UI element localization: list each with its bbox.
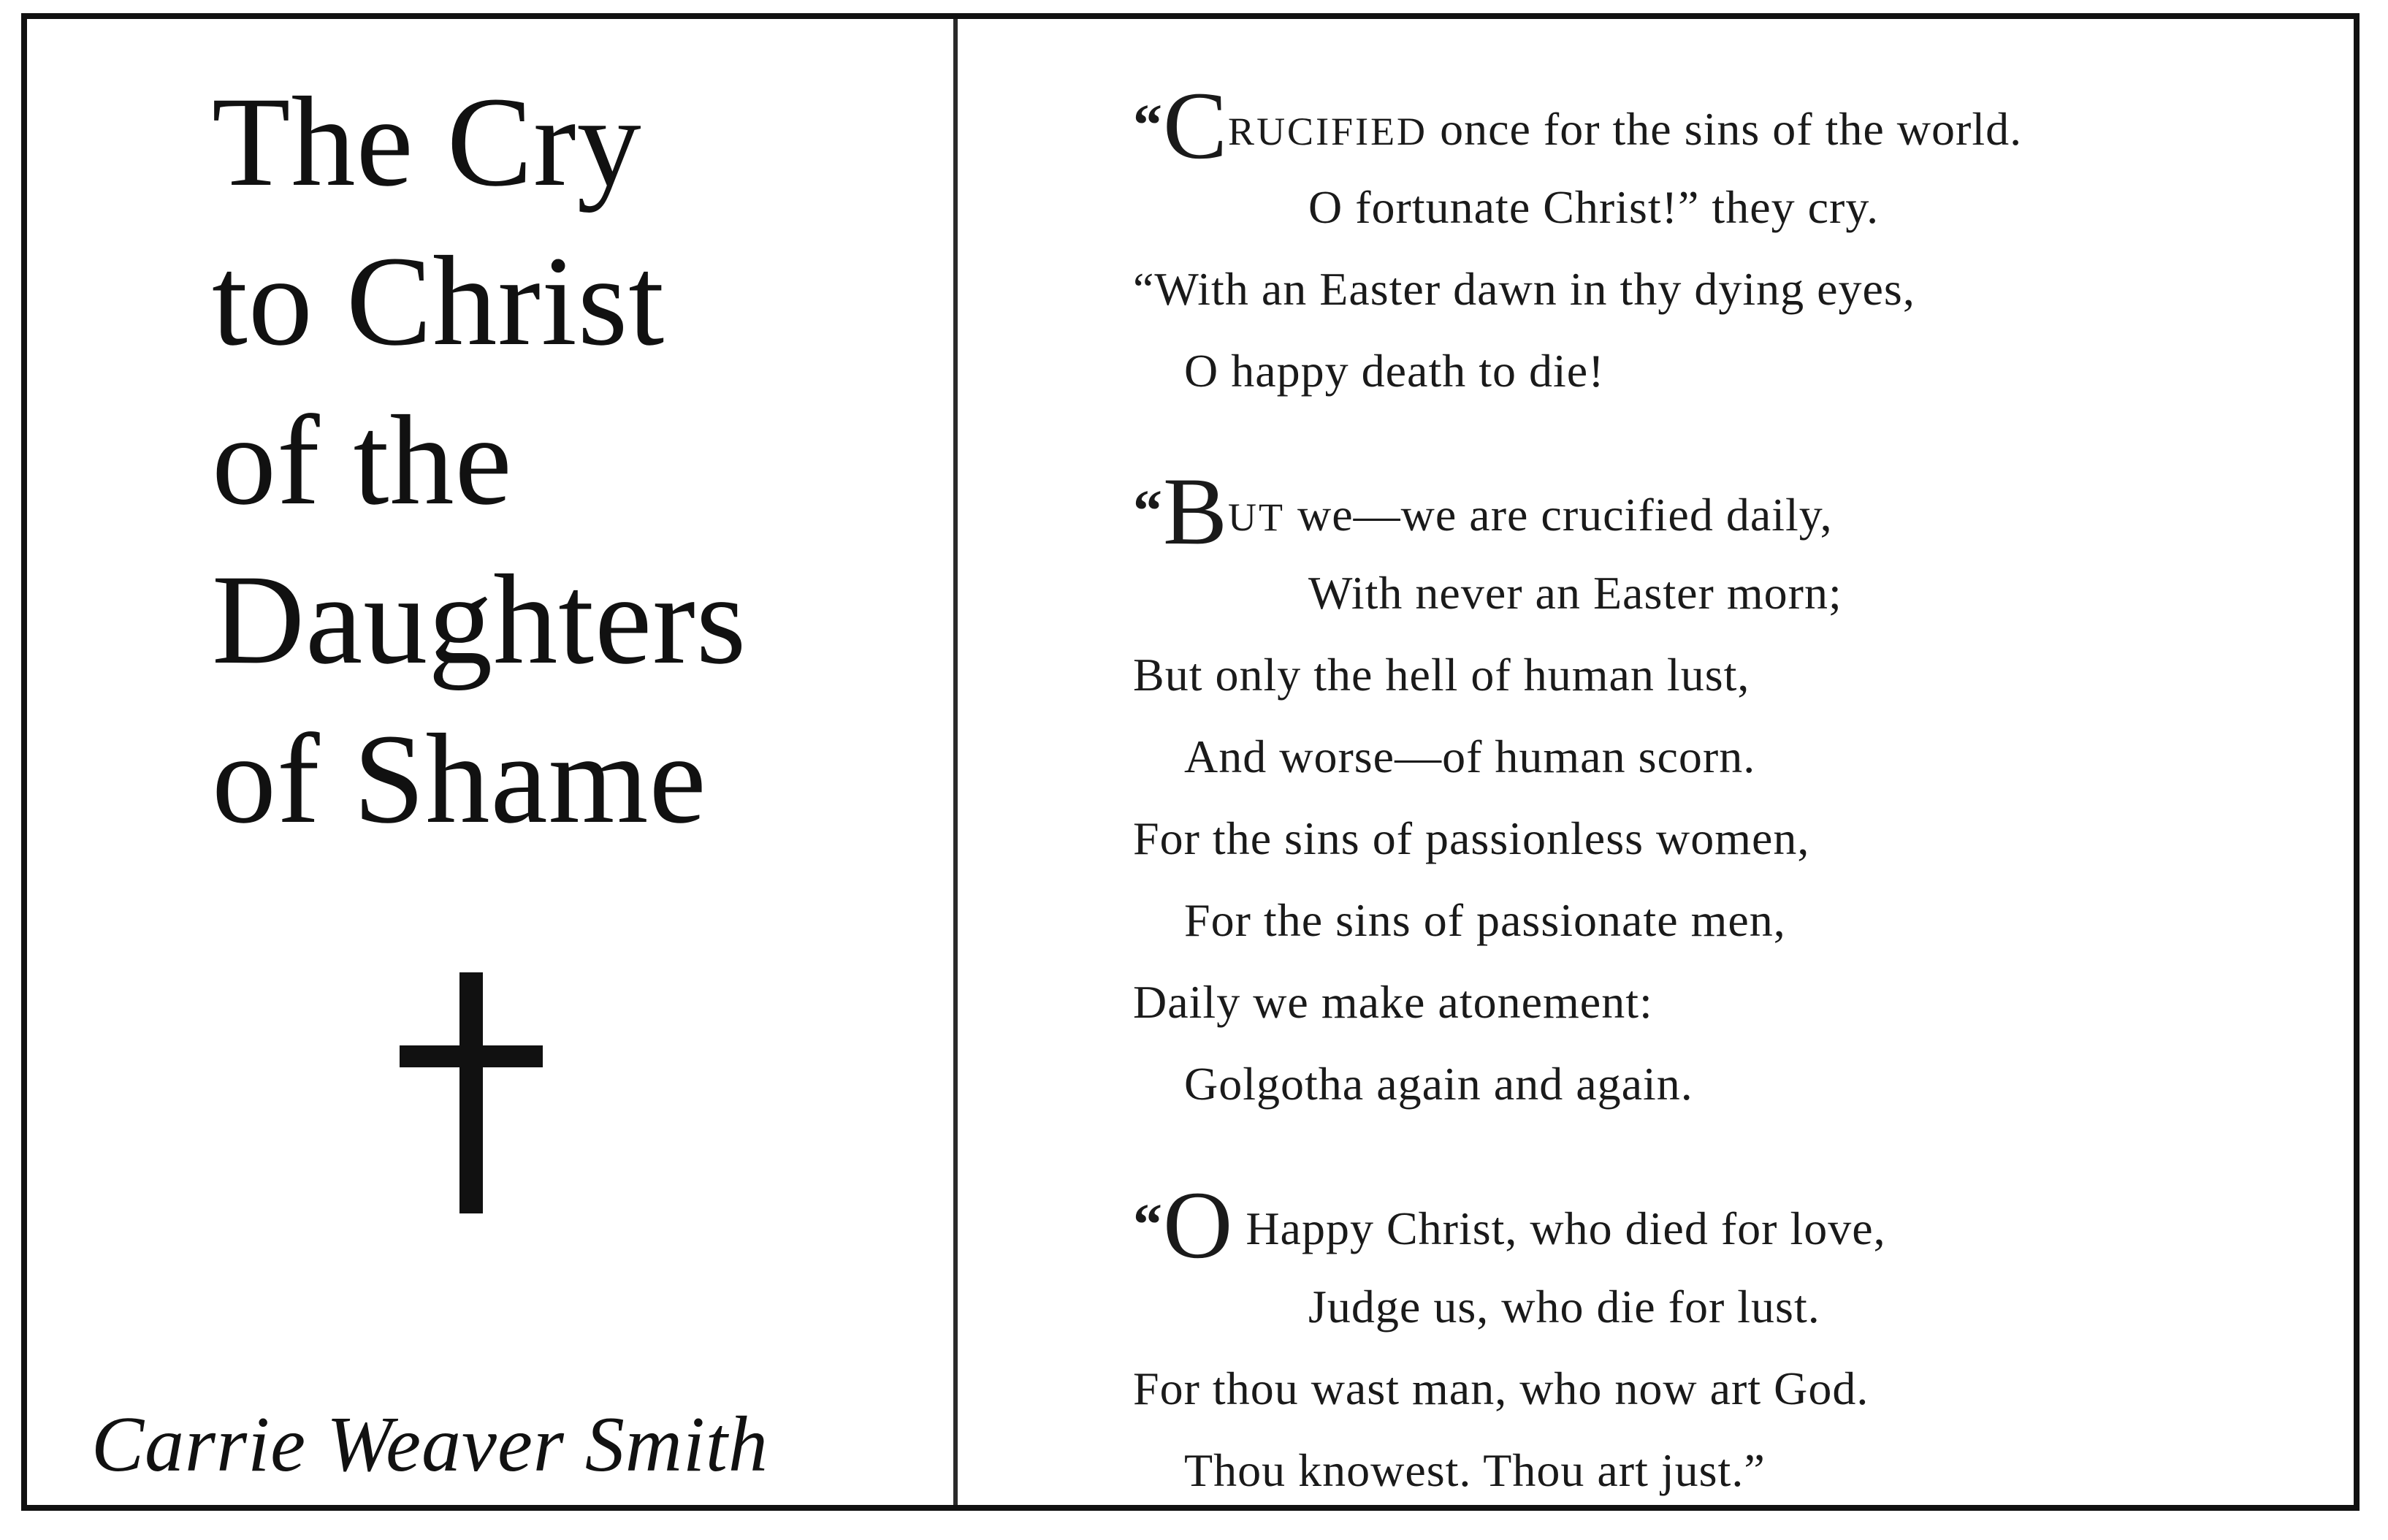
stanza bbox=[1133, 1171, 2360, 1512]
poem-line: Thou knowest. Thou art just.” bbox=[1184, 1444, 1766, 1496]
title-line: Daughters bbox=[212, 549, 747, 691]
poem-line: For the sins of passionless women, bbox=[1133, 812, 1810, 864]
cross-icon bbox=[400, 972, 546, 1221]
smallcaps-text: RUCIFIED bbox=[1228, 110, 1428, 153]
poem-panel bbox=[958, 19, 2354, 1505]
cross-vertical-bar bbox=[459, 972, 483, 1213]
poem-line bbox=[1133, 1171, 2360, 1278]
book-title bbox=[212, 63, 747, 859]
poem-line: For the sins of passionate men, bbox=[1184, 894, 1786, 946]
poem-line: And worse—of human scorn. bbox=[1184, 731, 1756, 782]
opening-quote: “ bbox=[1133, 1193, 1163, 1257]
author-name: Carrie Weaver Smith bbox=[91, 1401, 768, 1488]
poem-line: Judge us, who die for lust. bbox=[1308, 1281, 1820, 1333]
stanza bbox=[1133, 457, 2360, 1125]
dropcap-letter: O bbox=[1163, 1171, 1234, 1278]
poem-line: But only the hell of human lust, bbox=[1133, 649, 1750, 701]
stanza bbox=[1133, 72, 2360, 412]
page-frame bbox=[21, 13, 2360, 1511]
poem-line: O happy death to die! bbox=[1184, 345, 1605, 397]
line-text: once for the sins of the world. bbox=[1427, 103, 2023, 155]
opening-quote: “ bbox=[1133, 479, 1163, 544]
title-line: The Cry bbox=[212, 71, 642, 213]
cross-horizontal-bar bbox=[400, 1045, 543, 1067]
title-line: of the bbox=[212, 389, 513, 532]
dropcap-letter: C bbox=[1163, 72, 1229, 179]
smallcaps-text: UT bbox=[1228, 495, 1286, 539]
title-line: of Shame bbox=[212, 708, 707, 850]
poem-line: For thou wast man, who now art God. bbox=[1133, 1362, 1869, 1414]
line-text: Happy Christ, who died for love, bbox=[1233, 1202, 1886, 1254]
poem-line bbox=[1133, 72, 2360, 179]
poem-line: O fortunate Christ!” they cry. bbox=[1308, 181, 1880, 233]
title-line: to Christ bbox=[212, 230, 665, 373]
line-text: we—we are crucified daily, bbox=[1285, 489, 1833, 541]
poem-line: Daily we make atonement: bbox=[1133, 976, 1653, 1028]
opening-quote: “ bbox=[1133, 94, 1163, 158]
poem-line: “With an Easter dawn in thy dying eyes, bbox=[1133, 263, 1915, 315]
title-panel bbox=[27, 19, 953, 1505]
poem-line: With never an Easter morn; bbox=[1308, 567, 1842, 619]
poem-line bbox=[1133, 457, 2360, 565]
dropcap-letter: B bbox=[1163, 457, 1229, 565]
poem-line: Golgotha again and again. bbox=[1184, 1058, 1693, 1110]
